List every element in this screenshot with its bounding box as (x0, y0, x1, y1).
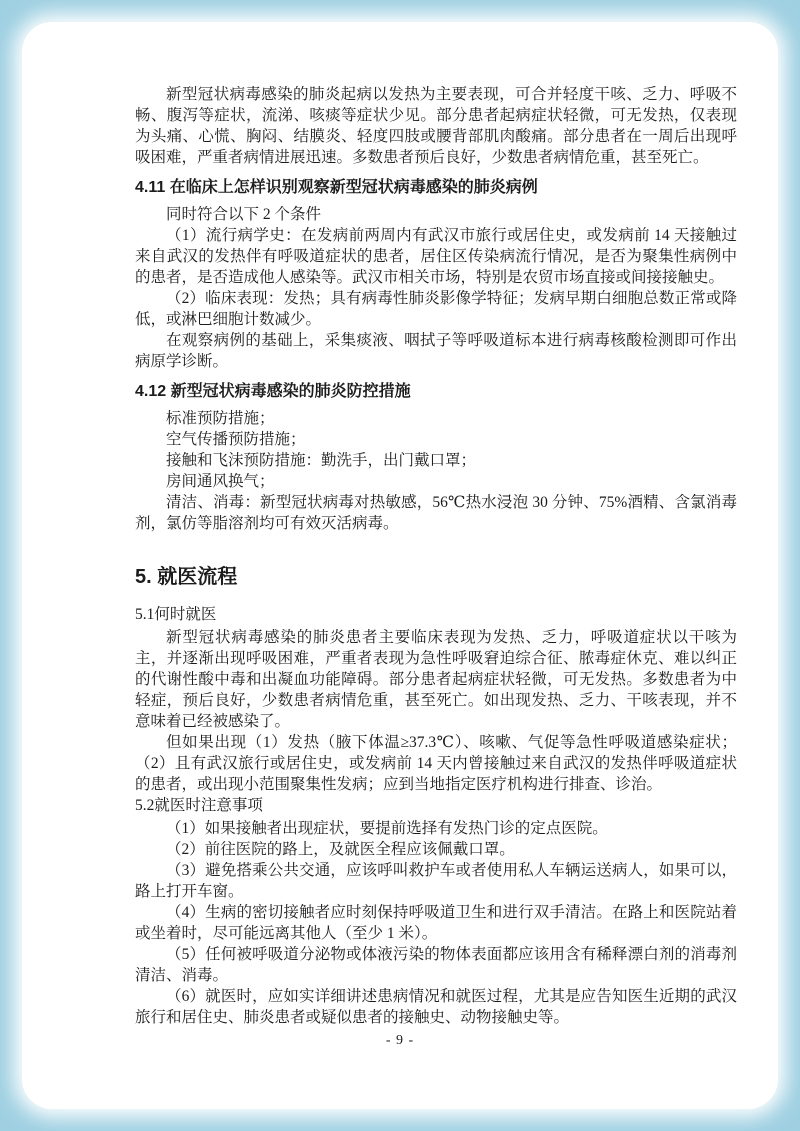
paragraph: 房间通风换气； (166, 473, 275, 490)
paragraph: 同时符合以下 2 个条件 (166, 206, 322, 223)
section-heading: 4.12 新型冠状病毒感染的肺炎防控措施 (135, 383, 411, 400)
paragraph: （6）就医时，应如实详细讲述患病情况和就医过程，尤其是应告知医生近期的武汉旅行和居住史、肺炎患者或疑似患者的接触史、动物接触史等。 (135, 988, 737, 1026)
paragraph: 但如果出现（1）发热（腋下体温≥37.3℃）、咳嗽、气促等急性呼吸道感染症状；（2）且有武汉旅行或居住史，或发病前 14 天内曾接触过来自武汉的发热伴呼吸道症状的患者，或出现小范围聚集性发病；应到当地指定医疗机构进行排查、诊治。 (135, 734, 737, 793)
paragraph: 新型冠状病毒感染的肺炎起病以发热为主要表现，可合并轻度干咳、乏力、呼吸不畅、腹泻等症状，流涕、咳痰等症状少见。部分患者起病症状轻微，可无发热，仅表现为头痛、心慌、胸闷、结膜炎、轻度四肢或腰背部肌肉酸痛。部分患者在一周后出现呼吸困难，严重者病情进展迅速。多数患者预后良好，少数患者病情危重，甚至死亡。 (135, 86, 737, 166)
paragraph: （5）任何被呼吸道分泌物或体液污染的物体表面都应该用含有稀释漂白剂的消毒剂清洁、消毒。 (135, 946, 737, 984)
paragraph: 空气传播预防措施； (166, 431, 306, 448)
document-body (135, 84, 737, 1028)
chapter-heading: 5. 就医流程 (135, 566, 238, 588)
paragraph: 清洁、消毒：新型冠状病毒对热敏感，56℃热水浸泡 30 分钟、75%酒精、含氯消毒剂，氯仿等脂溶剂均可有效灭活病毒。 (135, 494, 737, 532)
paragraph: （1）如果接触者出现症状，要提前选择有发热门诊的定点医院。 (166, 820, 608, 837)
paragraph: （2）临床表现：发热；具有病毒性肺炎影像学特征；发病早期白细胞总数正常或降低，或淋巴细胞计数减少。 (135, 290, 737, 328)
paragraph: 在观察病例的基础上，采集痰液、咽拭子等呼吸道标本进行病毒核酸检测即可作出病原学诊断。 (135, 332, 737, 370)
subsection-heading: 5.2就医时注意事项 (135, 797, 263, 814)
paragraph: 接触和飞沫预防措施：勤洗手，出门戴口罩； (166, 452, 477, 469)
paragraph: （1）流行病学史：在发病前两周内有武汉市旅行或居住史，或发病前 14 天接触过来自武汉的发热伴有呼吸道症状的患者，居住区传染病流行情况，是否为聚集性病例中的患者，是否造成他人感染等。武汉市相关市场，特别是农贸市场直接或间接接触史。 (135, 227, 737, 286)
paper-sheet (22, 22, 778, 1109)
section-heading: 4.11 在临床上怎样识别观察新型冠状病毒感染的肺炎病例 (135, 179, 538, 196)
subsection-heading: 5.1何时就医 (135, 606, 217, 623)
paragraph: （3）避免搭乘公共交通，应该呼叫救护车或者使用私人车辆运送病人，如果可以，路上打开车窗。 (135, 862, 737, 900)
paragraph: 新型冠状病毒感染的肺炎患者主要临床表现为发热、乏力，呼吸道症状以干咳为主，并逐渐出现呼吸困难，严重者表现为急性呼吸窘迫综合征、脓毒症休克、难以纠正的代谢性酸中毒和出凝血功能障碍。部分患者起病症状轻微，可无发热。多数患者为中轻症，预后良好，少数患者病情危重，甚至死亡。如出现发热、乏力、干咳表现，并不意味着已经被感染了。 (135, 629, 737, 730)
paragraph: 标准预防措施； (166, 410, 275, 427)
page-number: - 9 - (385, 1033, 415, 1048)
paragraph: （4）生病的密切接触者应时刻保持呼吸道卫生和进行双手清洁。在路上和医院站着或坐着时，尽可能远离其他人（至少 1 米）。 (135, 904, 737, 942)
paragraph: （2）前往医院的路上，及就医全程应该佩戴口罩。 (166, 841, 515, 858)
